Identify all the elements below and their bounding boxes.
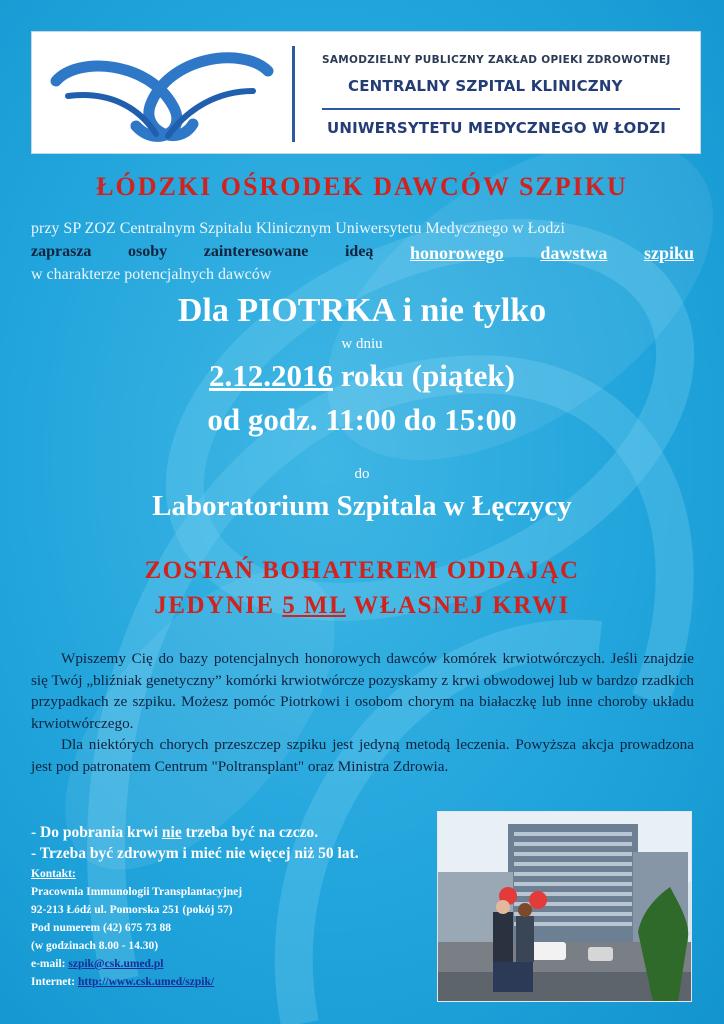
event-date-suffix: roku (piątek): [332, 358, 515, 393]
event-date-line: [0, 358, 724, 394]
contact-email-label: e-mail:: [31, 958, 69, 970]
contact-block: [31, 865, 242, 991]
contact-internet-label: Internet:: [31, 976, 78, 988]
intro-word: zainteresowane: [203, 243, 309, 260]
contact-address: 92-213 Łódź ul. Pomorska 251 (pokój 57): [31, 904, 233, 916]
event-do: do: [354, 466, 370, 482]
contact-email-link[interactable]: szpik@csk.umed.pl: [68, 958, 164, 970]
hospital-logo-icon: [38, 36, 286, 151]
note-2: - Trzeba być zdrowym i mieć nie więcej niż 50 lat.: [31, 845, 359, 862]
contact-lab: Pracownia Immunologii Transplantacyjnej: [31, 886, 243, 898]
note-1-post: trzeba być na czczo.: [181, 824, 319, 841]
header-line-3: UNIWERSYTETU MEDYCZNEGO W ŁODZI: [327, 119, 666, 137]
contact-phone: Pod numerem (42) 675 73 88: [31, 922, 172, 934]
header-divider: [292, 46, 295, 142]
note-1-pre: - Do pobrania krwi: [31, 824, 162, 841]
hospital-photo-illustration: [438, 812, 692, 1002]
page-title: ŁÓDZKI OŚRODEK DAWCÓW SZPIKU: [96, 172, 628, 201]
contact-hours: (w godzinach 8.00 - 14.30): [31, 940, 159, 952]
event-title: Dla PIOTRKA i nie tylko: [177, 292, 547, 329]
hospital-photo: [437, 811, 692, 1002]
intro-highlight-word: honorowego: [410, 243, 504, 263]
note-1: [31, 822, 359, 843]
contact-email-row: [31, 955, 242, 973]
intro-line-3: w charakterze potencjalnych dawców: [31, 266, 272, 283]
intro-word: osoby: [128, 243, 168, 260]
intro-highlight-word: szpiku: [643, 243, 694, 263]
note-1-emphasis: nie: [161, 824, 182, 841]
event-date: 2.12.2016: [208, 358, 333, 393]
body-paragraph-1: Wpiszemy Cię do bazy potencjalnych honorowych dawców komórek krwiotwórczych. Jeśli znajdzie się Twój „bliźniak genetyczny” komórki krwiotwórcze pozyskamy z krwi obwodowej lub w bardzo rzadkich przypadkach ze szpiku. Możesz pomóc Piotrkowi i osobom chorym na białaczkę lub inne choroby układu krwiotwórczego.: [31, 650, 694, 732]
header-rule: [322, 108, 680, 110]
body-paragraph-2: Dla niektórych chorych przeszczep szpiku jest jedyną metodą leczenia. Powyższa akcja prowadzona jest pod patronatem Centrum "Poltransplant" oraz Ministra Zdrowia.: [31, 736, 694, 775]
cta-pre: JEDYNIE: [154, 592, 283, 619]
header-line-2: CENTRALNY SZPITAL KLINICZNY: [348, 77, 623, 95]
event-w-dniu: w dniu: [341, 336, 383, 352]
event-place: Laboratorium Szpitala w Łęczycy: [152, 490, 572, 522]
contact-label: Kontakt:: [31, 868, 76, 880]
cta-line-1: ZOSTAŃ BOHATEREM ODDAJĄC: [144, 557, 580, 584]
intro-highlight-word: dawstwa: [540, 243, 608, 263]
header-banner: [31, 31, 701, 154]
intro-line-1: przy SP ZOZ Centralnym Szpitalu Klinicznym Uniwersytetu Medycznego w Łodzi: [31, 220, 565, 237]
event-time: od godz. 11:00 do 15:00: [207, 402, 517, 437]
header-line-1: SAMODZIELNY PUBLICZNY ZAKŁAD OPIEKI ZDROWOTNEJ: [322, 54, 671, 66]
intro-line-2: [31, 243, 694, 264]
cta-line-2: [0, 592, 724, 620]
cta-amount: 5 ML: [282, 592, 346, 619]
contact-internet-link[interactable]: http://www.csk.umed/szpik/: [77, 976, 215, 988]
intro-word: ideą: [344, 243, 374, 260]
notes: [31, 822, 359, 864]
contact-internet-row: [31, 973, 242, 991]
intro-word: zaprasza: [31, 243, 92, 260]
cta-post: WŁASNEJ KRWI: [345, 592, 570, 619]
body-text: [31, 648, 694, 777]
